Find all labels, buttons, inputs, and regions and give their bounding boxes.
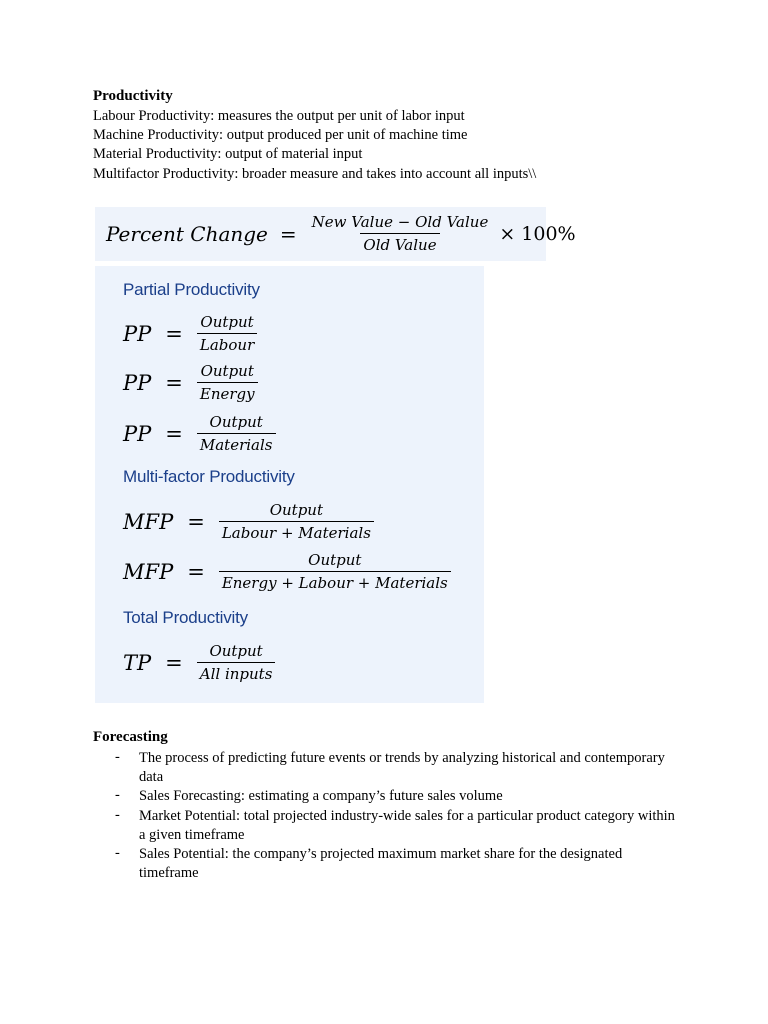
fraction-denominator: Labour	[197, 333, 257, 354]
equals-sign: =	[165, 421, 183, 446]
market-potential-item: Market Potential: total projected industry-wide sales for a particular product category within a given timeframe	[139, 808, 675, 843]
fraction-denominator: Old Value	[360, 233, 439, 254]
equals-sign: =	[165, 321, 183, 346]
fraction-numerator: New Value − Old Value	[311, 213, 489, 231]
fraction-denominator: All inputs	[197, 662, 276, 683]
forecasting-title: Forecasting	[93, 729, 168, 745]
equation-fraction	[197, 313, 257, 354]
equation-fraction	[197, 642, 276, 683]
mfp-labour-materials-equation	[123, 501, 374, 542]
labour-productivity-line: Labour Productivity: measures the output per unit of labor input	[93, 108, 465, 124]
bullet-marker: -	[115, 749, 120, 765]
productivity-formulas-panel	[95, 266, 484, 703]
pp-materials-equation	[123, 413, 276, 454]
fraction-denominator: Labour + Materials	[219, 521, 374, 542]
equals-sign: =	[165, 650, 183, 675]
equation-fraction	[197, 362, 258, 403]
pp-labour-equation	[123, 313, 257, 354]
fraction-numerator: Output	[269, 501, 323, 519]
equation-lhs: MFP	[123, 509, 174, 534]
percent-change-formula	[95, 207, 576, 261]
sales-potential-item: Sales Potential: the company’s projected maximum market share for the designated timeframe	[139, 846, 623, 881]
equation-lhs: TP	[123, 650, 152, 675]
equals-sign: =	[187, 509, 205, 534]
bullet-marker: -	[115, 845, 120, 861]
total-productivity-heading: Total Productivity	[123, 608, 248, 627]
bullet-marker: -	[115, 807, 120, 823]
productivity-title: Productivity	[93, 88, 173, 104]
fraction-numerator: Output	[200, 362, 254, 380]
equation-lhs: PP	[123, 370, 152, 395]
equals-sign: =	[165, 370, 183, 395]
fraction-denominator: Energy + Labour + Materials	[219, 571, 451, 592]
pp-energy-equation	[123, 362, 258, 403]
equals-sign: =	[187, 559, 205, 584]
machine-productivity-line: Machine Productivity: output produced per unit of machine time	[93, 127, 468, 143]
forecasting-definition-item: The process of predicting future events or trends by analyzing historical and contemporary data	[139, 750, 665, 785]
equals-sign: =	[279, 221, 297, 246]
equation-fraction	[219, 501, 374, 542]
bullet-marker: -	[115, 787, 120, 803]
equation-fraction	[219, 551, 451, 592]
times-100-percent: × 100%	[499, 222, 576, 245]
sales-forecasting-item: Sales Forecasting: estimating a company’s future sales volume	[139, 788, 503, 804]
percent-change-fraction	[309, 213, 492, 254]
mfp-energy-labour-materials-equation	[123, 551, 451, 592]
multi-factor-productivity-heading: Multi-factor Productivity	[123, 467, 295, 486]
equation-lhs: PP	[123, 321, 152, 346]
percent-change-lhs: Percent Change	[106, 221, 268, 246]
fraction-numerator: Output	[209, 413, 263, 431]
fraction-numerator: Output	[308, 551, 362, 569]
fraction-denominator: Energy	[197, 382, 258, 403]
tp-equation	[123, 642, 275, 683]
equation-fraction	[197, 413, 276, 454]
fraction-numerator: Output	[200, 313, 254, 331]
equation-lhs: MFP	[123, 559, 174, 584]
partial-productivity-heading: Partial Productivity	[123, 280, 260, 299]
equation-lhs: PP	[123, 421, 152, 446]
fraction-numerator: Output	[209, 642, 263, 660]
fraction-denominator: Materials	[197, 433, 276, 454]
material-productivity-line: Material Productivity: output of material input	[93, 146, 363, 162]
multifactor-productivity-line: Multifactor Productivity: broader measure and takes into account all inputs\\	[93, 166, 537, 182]
